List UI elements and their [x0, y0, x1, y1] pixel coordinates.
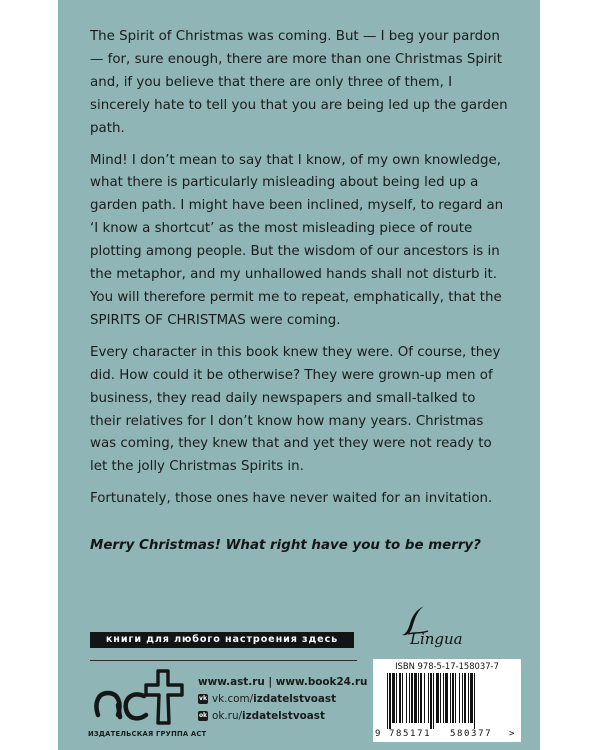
- barcode-bar: [389, 673, 391, 729]
- blurb-paragraph-3: Every character in this book knew they were. Of course, they did. How could it be otherwise? They were grown-up men of business, they read daily newspapers and small-talked to their relatives for I don’t know how many years. Christmas was coming, they knew that and yet they were not ready to let the jolly Christmas Spirits in.: [90, 344, 501, 475]
- barcode-bar: [387, 673, 388, 729]
- barcode-bar: [420, 673, 422, 723]
- barcode-bar: [450, 673, 451, 723]
- barcode-bar: [399, 673, 401, 723]
- publisher-name: ИЗДАТЕЛЬСКАЯ ГРУППА АСТ: [88, 730, 207, 738]
- vk-link[interactable]: [198, 693, 367, 705]
- barcode-digits-right: 580377: [450, 729, 493, 739]
- tagline: Merry Christmas! What right have you to be merry?: [90, 538, 481, 553]
- barcode-bar: [443, 673, 444, 723]
- ok-icon: ok: [198, 712, 208, 719]
- ok-link[interactable]: [198, 710, 367, 722]
- barcode-digit-first: 9: [375, 729, 381, 739]
- barcode-bar: [468, 673, 469, 723]
- isbn-label: ISBN 978-5-17-158037-7: [395, 661, 499, 671]
- vk-handle: izdatelstvoast: [253, 693, 337, 705]
- barcode-bar: [414, 673, 417, 723]
- lingua-logo: [398, 604, 468, 658]
- blurb-paragraph-4: Fortunately, those ones have never waited for an invitation.: [90, 491, 493, 507]
- isbn-block: [373, 659, 521, 742]
- barcode-bar: [411, 673, 413, 723]
- barcode-bar: [464, 673, 466, 723]
- blurb: [90, 26, 510, 520]
- barcode-bar: [452, 673, 454, 723]
- barcode-bar: [462, 673, 463, 723]
- barcode-bar: [433, 673, 434, 729]
- imprint-name: Lingua: [410, 630, 463, 648]
- barcode-bar: [402, 673, 403, 723]
- barcode-bar: [440, 673, 441, 723]
- ok-label: ok.ru/: [212, 710, 243, 722]
- barcode-bar: [392, 673, 395, 723]
- barcode-bar: [470, 673, 473, 723]
- barcode: [383, 673, 511, 729]
- barcode-bar: [436, 673, 439, 723]
- vk-label: vk.com/: [212, 693, 254, 705]
- barcode-bar: [428, 673, 429, 723]
- barcode-bar: [445, 673, 448, 723]
- vk-icon: vk: [199, 695, 207, 702]
- divider: [90, 660, 357, 661]
- blurb-paragraph-1: The Spirit of Christmas was coming. But — I beg your pardon — for, sure enough, there are more than one Christmas Spirit and, if you believe that there are only three of them, I sincerely hate to tell you that you are being led up the garden path.: [90, 29, 508, 136]
- barcode-bar: [409, 673, 410, 723]
- website-links[interactable]: www.ast.ru | www.book24.ru: [198, 676, 368, 688]
- barcode-bar: [406, 673, 407, 723]
- barcode-bar: [459, 673, 460, 723]
- publisher-links: [198, 676, 367, 722]
- series-banner: книги для любого настроения здесь: [90, 632, 354, 648]
- barcode-bar: [424, 673, 425, 723]
- barcode-bar: [474, 673, 475, 729]
- blurb-paragraph-2: Mind! I don’t mean to say that I know, of my own knowledge, what there is particularly misleading about being led up a garden path. I might have been inclined, myself, to regard an ‘I know a shortcut’ as the most misleading piece of route plotting among people. But the wisdom of our ancestors is in the metaphor, and my unhallowed hands shall not disturb it. You will therefore permit me to repeat, emphatically, that the SPIRITS OF CHRISTMAS were coming.: [90, 152, 504, 328]
- ok-handle: izdatelstvoast: [242, 710, 325, 722]
- barcode-bar: [396, 673, 397, 723]
- barcode-bar: [418, 673, 419, 723]
- barcode-digits-left: 785171: [389, 729, 432, 739]
- ast-logo-icon: [92, 665, 190, 727]
- barcode-bar: [455, 673, 456, 723]
- barcode-bar: [430, 673, 432, 729]
- barcode-end-marker: >: [509, 729, 515, 739]
